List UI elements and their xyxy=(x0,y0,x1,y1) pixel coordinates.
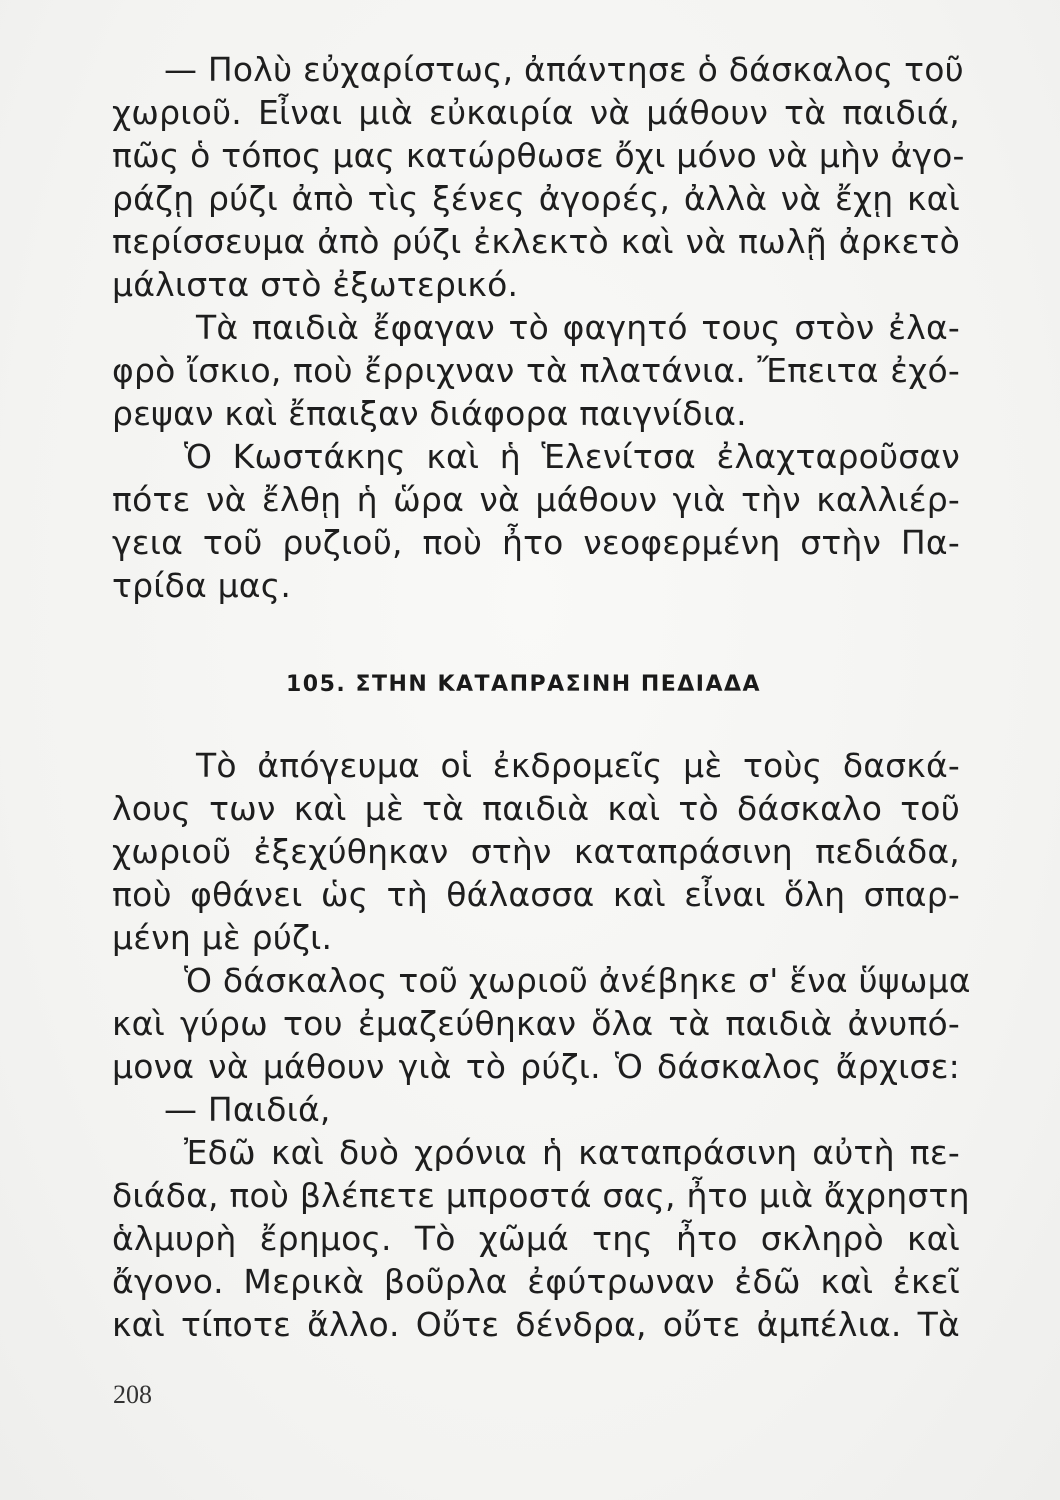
text-line: — Πολὺ εὐχαρίστως, ἀπάντησε ὁ δάσκαλος τοῦ xyxy=(164,50,964,89)
page-number: 208 xyxy=(113,1380,152,1409)
text-line: πῶς ὁ τόπος μας κατώρθωσε ὄχι μόνο νὰ μὴν ἀγο- xyxy=(112,136,965,175)
text-line: γεια τοῦ ρυζιοῦ, ποὺ ἦτο νεοφερμένη στὴν Πα- xyxy=(112,523,960,562)
text-line: ρεψαν καὶ ἔπαιξαν διάφορα παιγνίδια. xyxy=(112,394,747,433)
text-line: ποὺ φθάνει ὡς τὴ θάλασσα καὶ εἶναι ὅλη σπαρ- xyxy=(112,875,960,914)
text-line: καὶ γύρω του ἐμαζεύθηκαν ὅλα τὰ παιδιὰ ἀνυπό- xyxy=(112,1004,960,1043)
text-line: ἁλμυρὴ ἔρημος. Τὸ χῶμά της ἦτο σκληρὸ καὶ xyxy=(112,1219,960,1258)
text-line: Ἐδῶ καὶ δυὸ χρόνια ἡ καταπράσινη αὐτὴ πε- xyxy=(184,1133,960,1172)
text-line: περίσσευμα ἀπὸ ρύζι ἐκλεκτὸ καὶ νὰ πωλῇ ἀρκετὸ xyxy=(112,222,960,261)
text-line: τρίδα μας. xyxy=(112,566,292,605)
text-line: πότε νὰ ἔλθῃ ἡ ὥρα νὰ μάθουν γιὰ τὴν καλλιέρ- xyxy=(112,480,960,519)
text-line: λους των καὶ μὲ τὰ παιδιὰ καὶ τὸ δάσκαλο τοῦ xyxy=(112,789,960,828)
section-heading: 105. ΣΤΗΝ ΚΑΤΑΠΡΑΣΙΝΗ ΠΕΔΙΑΔΑ xyxy=(286,672,762,697)
text-line: Ὁ Κωστάκης καὶ ἡ Ἑλενίτσα ἐλαχταροῦσαν xyxy=(184,437,960,476)
text-line: χωριοῦ. Εἶναι μιὰ εὐκαιρία νὰ μάθουν τὰ παιδιά, xyxy=(112,93,960,132)
text-line: διάδα, ποὺ βλέπετε μπροστά σας, ἦτο μιὰ ἄχρηστη xyxy=(112,1176,970,1215)
text-line: ἄγονο. Μερικὰ βοῦρλα ἐφύτρωναν ἐδῶ καὶ ἐκεῖ xyxy=(112,1262,960,1301)
text-line: μονα νὰ μάθουν γιὰ τὸ ρύζι. Ὁ δάσκαλος ἄρχισε: xyxy=(112,1047,960,1086)
text-line: Τὰ παιδιὰ ἔφαγαν τὸ φαγητό τους στὸν ἐλα- xyxy=(196,308,960,347)
text-line: Τὸ ἀπόγευμα οἱ ἐκδρομεῖς μὲ τοὺς δασκά- xyxy=(196,746,960,785)
text-line: μάλιστα στὸ ἐξωτερικό. xyxy=(112,265,519,304)
text-line: καὶ τίποτε ἄλλο. Οὔτε δένδρα, οὔτε ἀμπέλια. Τὰ xyxy=(112,1305,960,1344)
text-line: χωριοῦ ἐξεχύθηκαν στὴν καταπράσινη πεδιάδα, xyxy=(112,832,960,871)
text-line: φρὸ ἴσκιο, ποὺ ἔρριχναν τὰ πλατάνια. Ἔπειτα ἐχό- xyxy=(112,351,960,390)
text-line: μένη μὲ ρύζι. xyxy=(112,918,333,957)
paragraph-block-2 xyxy=(112,744,971,1346)
text-line: — Παιδιά, xyxy=(164,1090,331,1129)
text-line: ράζῃ ρύζι ἀπὸ τὶς ξένες ἀγορές, ἀλλὰ νὰ ἔχῃ καὶ xyxy=(112,179,960,218)
text-line: Ὁ δάσκαλος τοῦ χωριοῦ ἀνέβηκε σ' ἕνα ὕψωμα xyxy=(184,961,971,1000)
paragraph-block-1 xyxy=(112,48,965,607)
